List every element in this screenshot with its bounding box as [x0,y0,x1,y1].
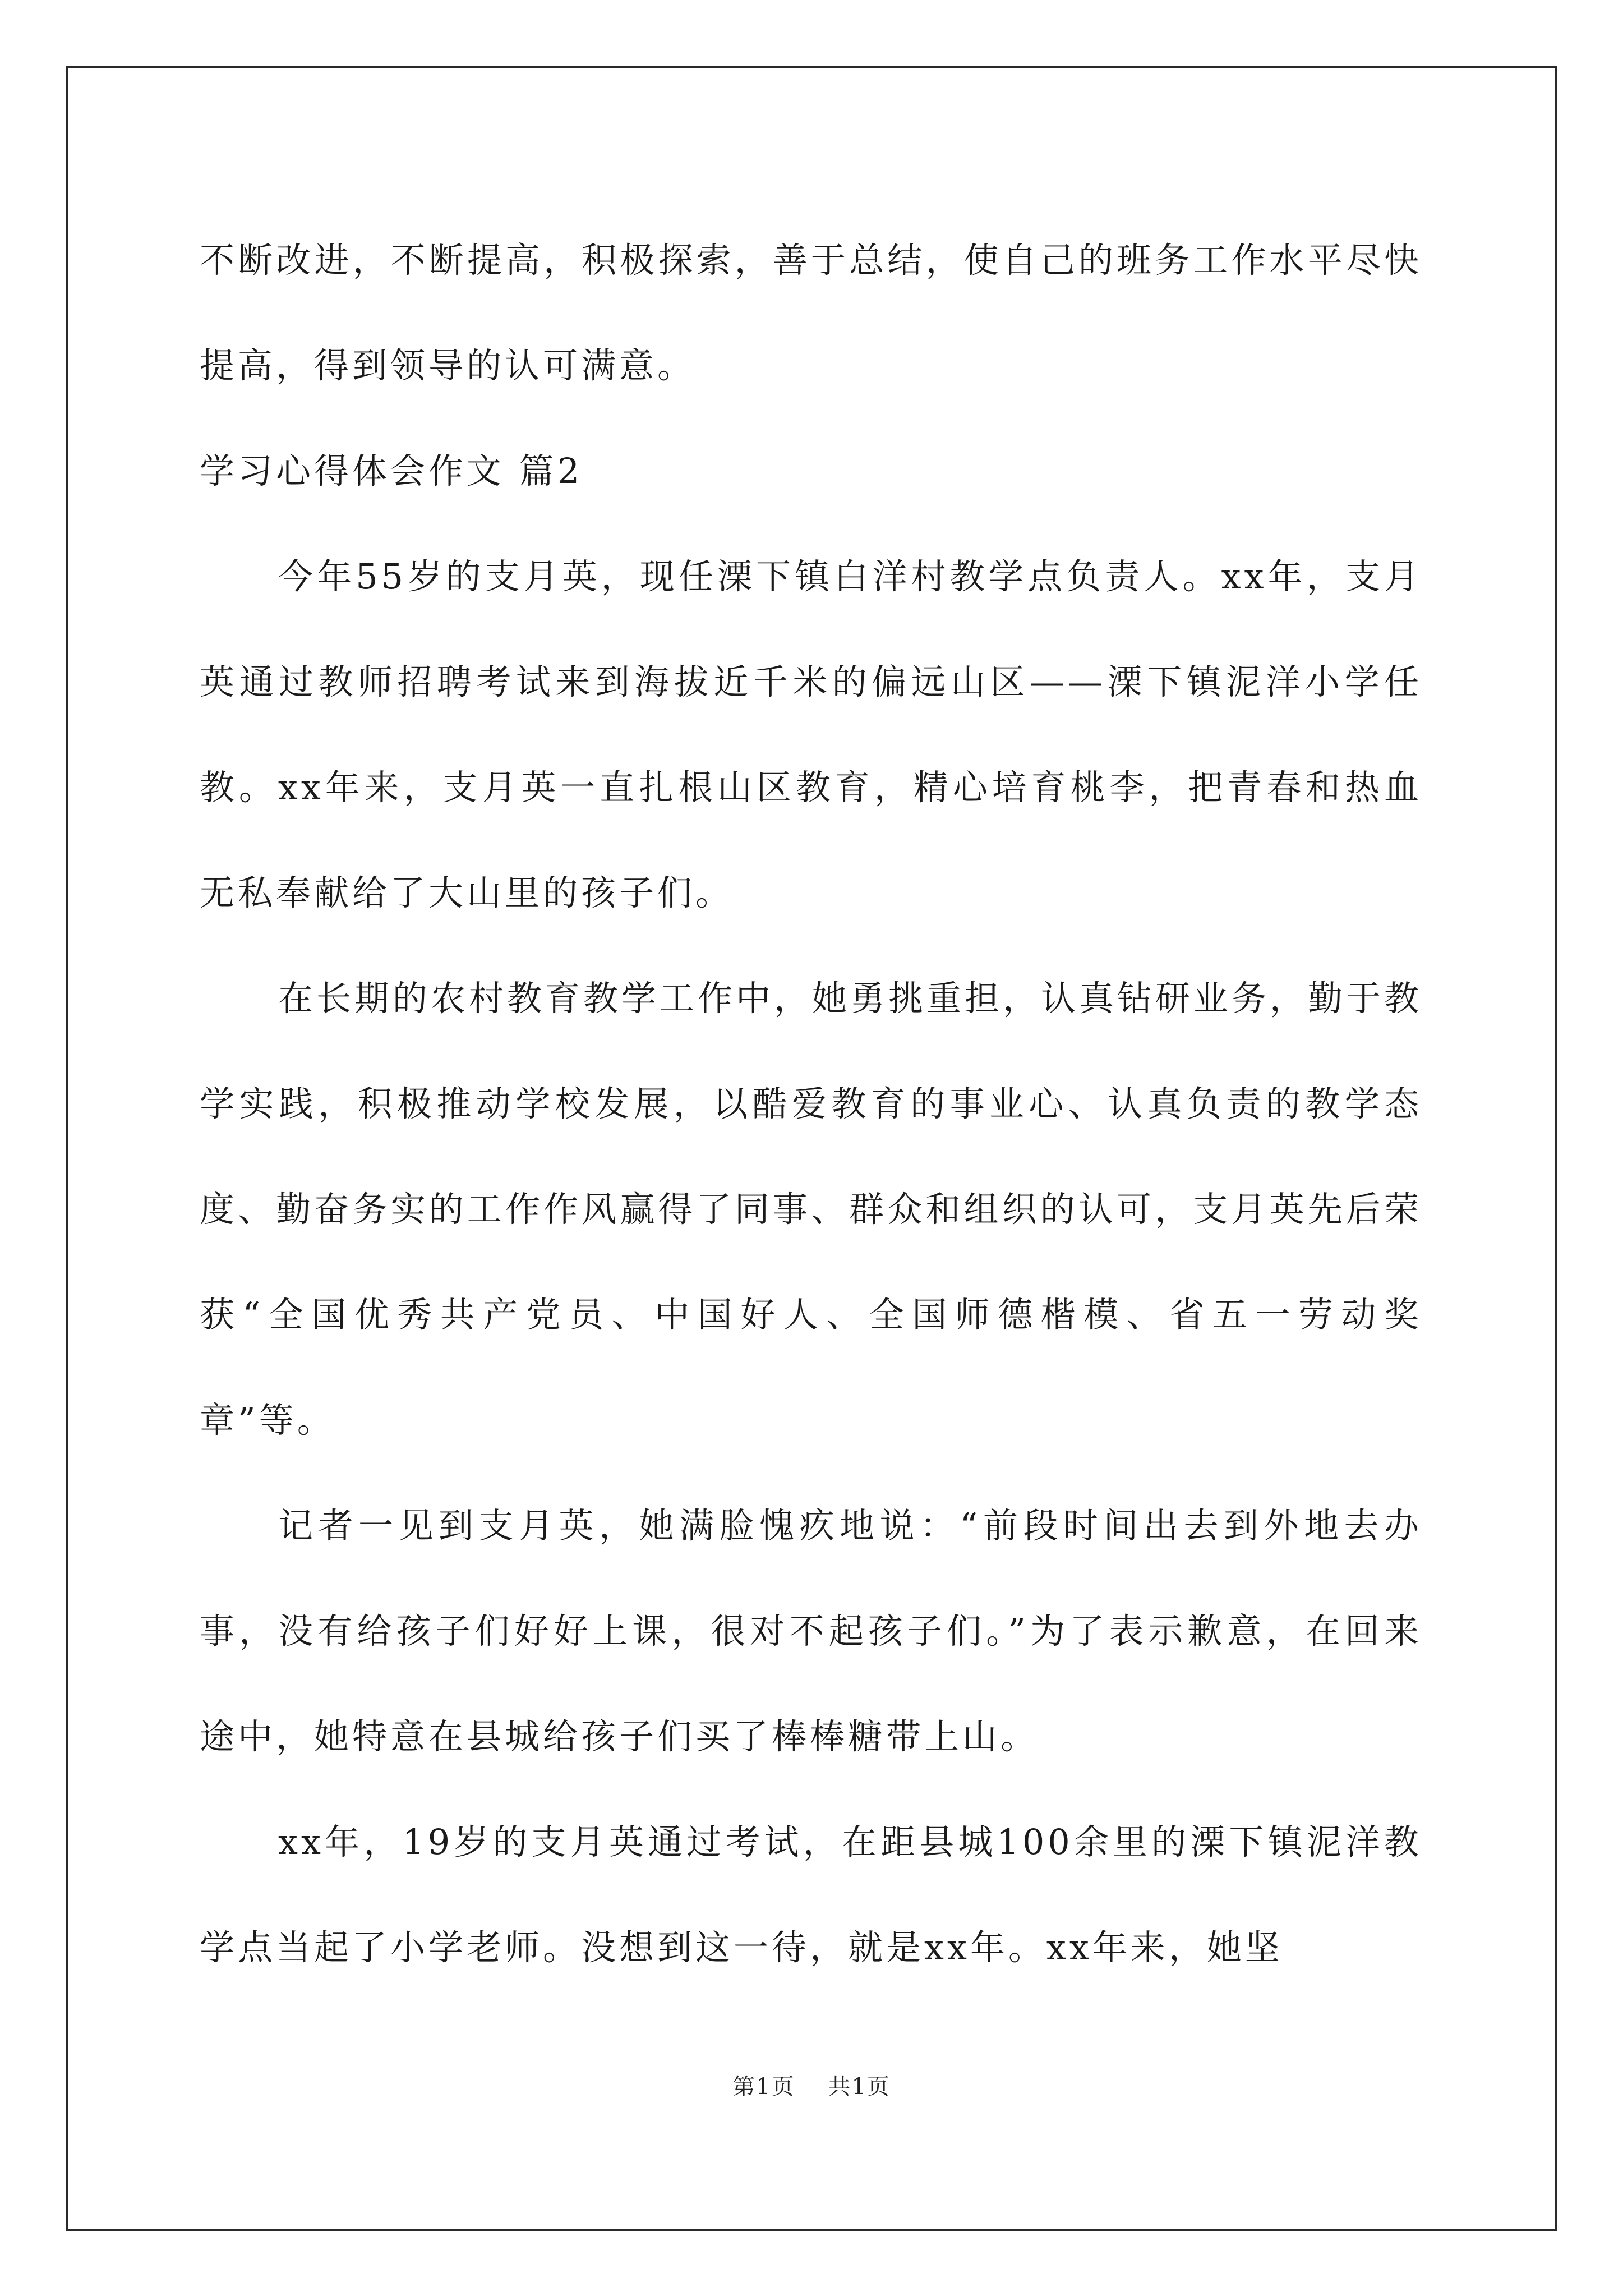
paragraph: 记者一见到支月英，她满脸愧疚地说：“前段时间出去到外地去办事，没有给孩子们好好上课，很对不起孩子们。”为了表示歉意，在回来途中，她特意在县城给孩子们买了棒棒糖带上山。 [200,1505,1422,1757]
paragraph: 今年55岁的支月英，现任溧下镇白洋村教学点负责人。xx年，支月英通过教师招聘考试来到海拔近千米的偏远山区——溧下镇泥洋小学任教。xx年来，支月英一直扎根山区教育，精心培育桃李，把青春和热血无私奉献给了大山里的孩子们。 [200,556,1422,913]
page-total: 共1页 [828,2074,891,2100]
page-footer [0,2069,1623,2101]
paragraph-continuation: 不断改进，不断提高，积极探索，善于总结，使自己的班务工作水平尽快提高，得到领导的认可满意。 [200,240,1422,386]
page-number: 第1页 [732,2074,795,2100]
section-title: 学习心得体会作文 篇2 [200,450,583,491]
paragraph: 在长期的农村教育教学工作中，她勇挑重担，认真钻研业务，勤于教学实践，积极推动学校发展，以酷爱教育的事业心、认真负责的教学态度、勤奋务实的工作作风赢得了同事、群众和组织的认可，支月英先后荣获“全国优秀共产党员、中国好人、全国师德楷模、省五一劳动奖章”等。 [200,978,1423,1441]
paragraph: xx年，19岁的支月英通过考试，在距县城100余里的溧下镇泥洋教学点当起了小学老师。没想到这一待，就是xx年。xx年来，她坚 [200,1821,1422,1968]
document-body [200,208,1422,2000]
